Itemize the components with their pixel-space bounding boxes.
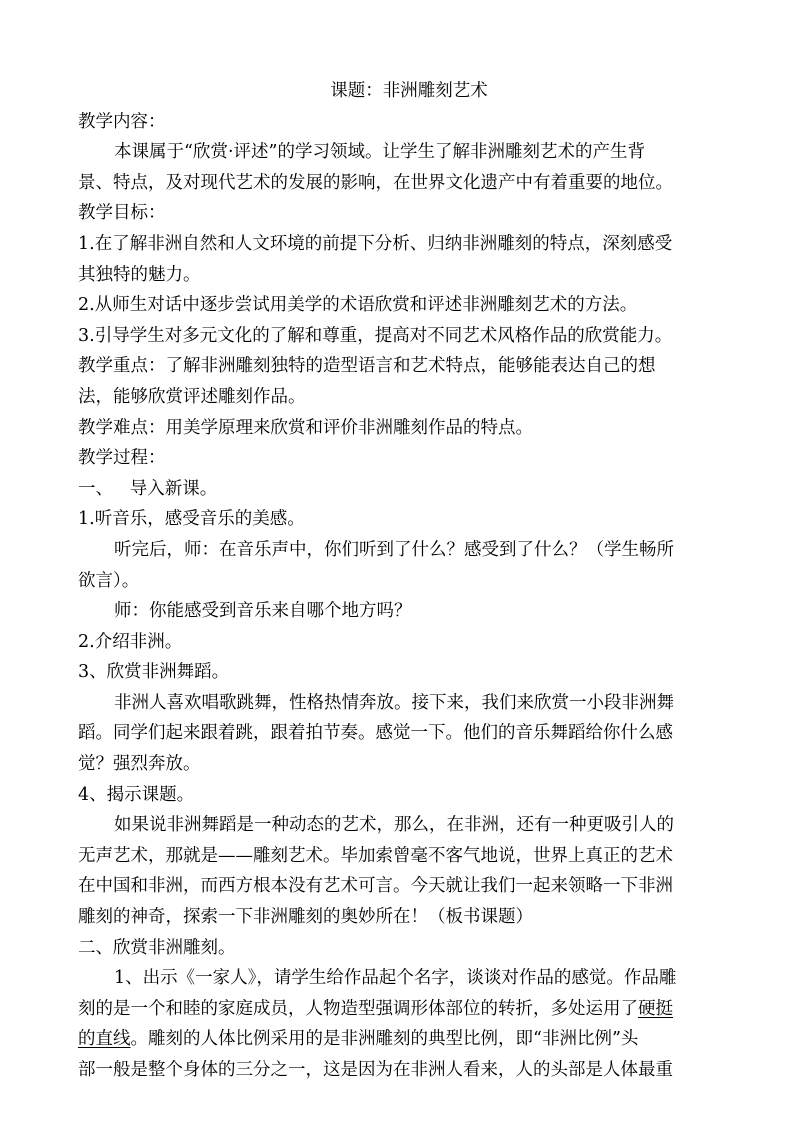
step-2: 2.介绍非洲。 xyxy=(78,631,183,652)
paragraph-line xyxy=(78,994,720,1025)
goal-item-1-cont: 其独特的魅力。 xyxy=(78,264,201,285)
paragraph-line xyxy=(78,1024,720,1055)
paragraph-line: 蹈。同学们起来跟着跳，跟着拍节奏。感觉一下。他们的音乐舞蹈给你什么感 xyxy=(78,723,673,744)
goal-item-1: 1.在了解非洲自然和人文环境的前提下分析、归纳非洲雕刻的特点，深刻感受 xyxy=(78,233,673,254)
paragraph-line: 景、特点，及对现代艺术的发展的影响，在世界文化遗产中有着重要的地位。 xyxy=(78,172,673,193)
paragraph-line: 本课属于“欣赏·评述”的学习领域。让学生了解非洲雕刻艺术的产生背 xyxy=(114,142,645,163)
key-points: 教学重点：了解非洲雕刻独特的造型语言和艺术特点，能够能表达自己的想 xyxy=(78,356,656,377)
paragraph-line: 雕刻的神奇，探索一下非洲雕刻的奥妙所在！（板书课题） xyxy=(78,907,533,928)
key-points-cont: 法，能够欣赏评述雕刻作品。 xyxy=(78,386,306,407)
paragraph-line: 师：你能感受到音乐来自哪个地方吗？ xyxy=(114,601,412,622)
paragraph-line: 如果说非洲舞蹈是一种动态的艺术，那么，在非洲，还有一种更吸引人的 xyxy=(114,815,674,836)
underlined-phrase-part-1: 硬挺 xyxy=(638,998,673,1019)
paragraph-line: 欲言）。 xyxy=(78,570,140,591)
heading-content: 教学内容： xyxy=(78,111,166,132)
paragraph-line: 非洲人喜欢唱歌跳舞，性格热情奔放。接下来，我们来欣赏一小段非洲舞 xyxy=(114,692,674,713)
step-4: 4、揭示课题。 xyxy=(78,784,195,805)
step-3: 3、欣赏非洲舞蹈。 xyxy=(78,662,230,683)
paragraph-line: 觉？强烈奔放。 xyxy=(78,754,201,775)
paragraph-line: 部一般是整个身体的三分之一，这是因为在非洲人看来，人的头部是人体最重 xyxy=(78,1060,673,1080)
document-title: 课题：非洲雕刻艺术 xyxy=(330,81,488,101)
goal-item-2: 2.从师生对话中逐步尝试用美学的术语欣赏和评述非洲雕刻艺术的方法。 xyxy=(78,295,638,316)
step-1: 1.听音乐，感受音乐的美感。 xyxy=(78,509,305,530)
heading-process: 教学过程： xyxy=(78,448,166,469)
heading-goals: 教学目标： xyxy=(78,203,166,224)
section-1-heading: 一、 导入新课。 xyxy=(78,478,218,499)
paragraph-line: 在中国和非洲，而西方根本没有艺术可言。今天就让我们一起来领略一下非洲 xyxy=(78,876,673,897)
paragraph-line: 听完后，师：在音乐声中，你们听到了什么？感受到了什么？（学生畅所 xyxy=(114,539,674,560)
paragraph-text: 。雕刻的人体比例采用的是非洲雕刻的典型比例，即“非洲比例”头 xyxy=(130,1029,639,1050)
difficult-points: 教学难点：用美学原理来欣赏和评价非洲雕刻作品的特点。 xyxy=(78,417,533,438)
underlined-phrase-part-2: 的直线 xyxy=(78,1029,131,1050)
goal-item-3: 3.引导学生对多元文化的了解和尊重，提高对不同艺术风格作品的欣赏能力。 xyxy=(78,325,673,346)
section-2-heading: 二、欣赏非洲雕刻。 xyxy=(78,937,236,958)
paragraph-line: 1、出示《一家人》，请学生给作品起个名字，谈谈对作品的感觉。作品雕 xyxy=(114,968,677,989)
paragraph-line: 无声艺术，那就是——雕刻艺术。毕加索曾毫不客气地说，世界上真正的艺术 xyxy=(78,845,673,866)
paragraph-text: 刻的是一个和睦的家庭成员，人物造型强调形体部位的转折，多处运用了 xyxy=(78,998,638,1019)
